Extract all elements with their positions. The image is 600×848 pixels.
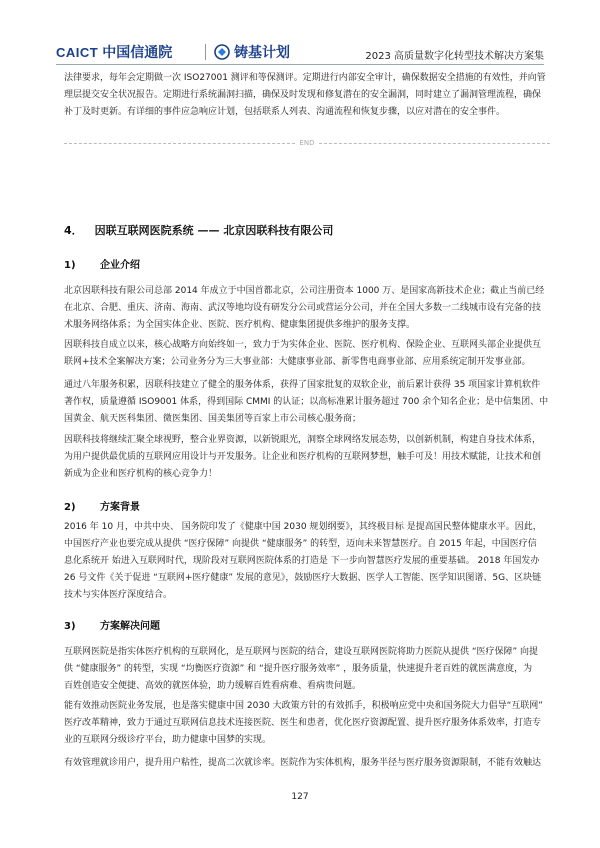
section-title [64,222,333,238]
text-line: 有效管理就诊用户，提升用户粘性，提高二次就诊率。医院作为实体机构，服务半径与医疗服务资源限制，不能有效触达 [64,758,542,768]
subsection-title-text: 方案背景 [100,502,140,513]
text-line: 因联科技将继续汇聚全球视野，整合业界资源，以新锐眼光，洞察全球网络发展态势，以创新机制，构建自身技术体系， [64,435,542,445]
end-text: END [299,139,315,147]
text-line: 能有效推动医院业务发展，也是落实健康中国 2030 大政策方针的有效抓手，积极响应党中央和国务院大力倡导“互联网” [64,701,543,711]
subsection-number: 2) [64,502,76,513]
document-title: 2023 高质量数字化转型技术解决方案集 [365,51,544,62]
paragraph [64,432,550,483]
subsection-title-problems [64,617,160,632]
caict-wordmark: CAICT [56,44,99,60]
paragraph [64,377,550,428]
zhuji-emblem-icon [214,44,230,60]
intro-paragraph [64,70,550,121]
section-number: 4． [64,224,83,237]
text-line: 补丁及时更新。有详细的事件应急响应计划，包括联系人列表、沟通流程和恢复步骤，以应对潜在的安全事件。 [64,107,506,117]
paragraph [64,644,550,695]
paragraph [64,337,550,371]
paragraph [64,698,550,749]
text-line: 26 号文件《关于促进 “互联网+医疗健康” 发展的意见》，鼓励医疗大数据、医学人工智能、医学知识图谱、5G、区块链 [64,573,542,583]
subsection-number: 3) [64,621,76,632]
subsection-title-text: 方案解决问题 [100,621,160,632]
page-header [0,0,600,60]
text-line: 业的互联网分级诊疗平台，助力健康中国梦的实现。 [64,735,272,745]
section-title-text: 因联互联网医院系统 —— 北京因联科技有限公司 [94,224,334,237]
paragraph [64,283,550,334]
end-rule-right [319,143,550,144]
text-line: 供 “健康服务” 的转型，实现 “均衡医疗资源” 和 “提升医疗服务效率” ，服务质量，快速提升老百姓的就医满意度，为 [64,664,533,674]
subsection-title-company [64,256,140,271]
caict-logo [56,42,172,62]
zhuji-name: 铸基计划 [234,45,290,61]
text-line: 联网+技术全案解决方案；公司业务分为三大事业部：大健康事业部、新零售电商事业部、应用系统定制开发事业部。 [64,357,531,367]
paragraph [64,755,550,772]
text-line: 国黄金、航天医科集团、微医集团、国美集团等百家上市公司核心服务商； [64,414,362,424]
zhuji-logo [214,42,290,62]
text-line: 技术与实体医疗深度结合。 [64,590,173,600]
text-line: 2016 年 10 月，中共中央、 国务院印发了《健康中国 2030 规划纲要》，其终极目标 是提高国民整体健康水平。因此， [64,522,542,532]
subsection-number: 1) [64,260,76,271]
end-rule-left [64,143,295,144]
text-line: 在北京、合肥、重庆、济南、海南、武汉等地均设有研发分公司或营运分公司，并在全国大多数一二线城市设有完备的技 [64,303,542,313]
logo-divider [205,44,206,60]
text-line: 息化系统开 始进入互联网时代，现阶段对互联网医院体系的打造是 下一步向智慧医疗发展的重要基础。 2018 年国发办 [64,556,540,566]
end-marker [64,138,550,148]
text-line: 法律要求，每年会定期做一次 ISO27001 测评和等保测评。定期进行内部安全审计，确保数据安全措施的有效性，并向管 [64,73,546,83]
text-line: 百姓创造安全便捷、高效的就医体验，助力缓解百姓看病难、看病贵问题。 [64,681,362,691]
page-number: 127 [291,792,309,802]
paragraph [64,519,550,604]
subsection-title-text: 企业介绍 [100,260,140,271]
header-rule [56,64,544,65]
text-line: 理层提交安全状况报告。定期进行系统漏洞扫描，确保及时发现和修复潜在的安全漏洞，同时建立了漏洞管理流程，确保 [64,90,542,100]
text-line: 因联科技自成立以来，核心战略方向始终如一，致力于为实体企业、医院、医疗机构、保险企业、互联网头部企业提供互 [64,340,542,350]
caict-chinese-name: 中国信通院 [102,45,173,61]
text-line: 新成为企业和医疗机构的核心竞争力！ [64,469,218,479]
text-line: 互联网医院是指实体医疗机构的互联网化，是互联网与医院的结合，建设互联网医院将助力医院从提供 “医疗保障” 向提 [64,647,539,657]
text-line: 术服务网络体系；为全国实体企业、医院、医疗机构、健康集团提供多维护的服务支撑。 [64,320,416,330]
text-line: 医疗改革精神，致力于通过互联网信息技术连接医院、医生和患者，优化医疗资源配置、提升医疗服务体系效率，打造专 [64,718,542,728]
text-line: 北京因联科技有限公司总部 2014 年成立于中国首都北京，公司注册资本 1000 万、是国家高新技术企业；截止当前已经 [64,286,545,296]
subsection-title-background [64,498,140,513]
text-line: 中国医疗产业也要完成从提供 “医疗保障” 向提供 “健康服务” 的转型，迈向未来智慧医疗。自 2015 年起，中国医疗信 [64,539,537,549]
text-line: 通过八年服务积累，因联科技建立了健全的服务体系，获得了国家批复的双软企业，前后累计获得 35 项国家计算机软件 [64,380,541,390]
text-line: 著作权，质量遵循 ISO9001 体系，得到国际 CMMI 的认证；以高标准累计服务超过 700 余个知名企业；是中信集团、中 [64,397,549,407]
text-line: 为用户提供最优质的互联网应用设计与开发服务。让企业和医疗机构的互联网梦想，触手可及！用技术赋能，让技术和创 [64,452,542,462]
